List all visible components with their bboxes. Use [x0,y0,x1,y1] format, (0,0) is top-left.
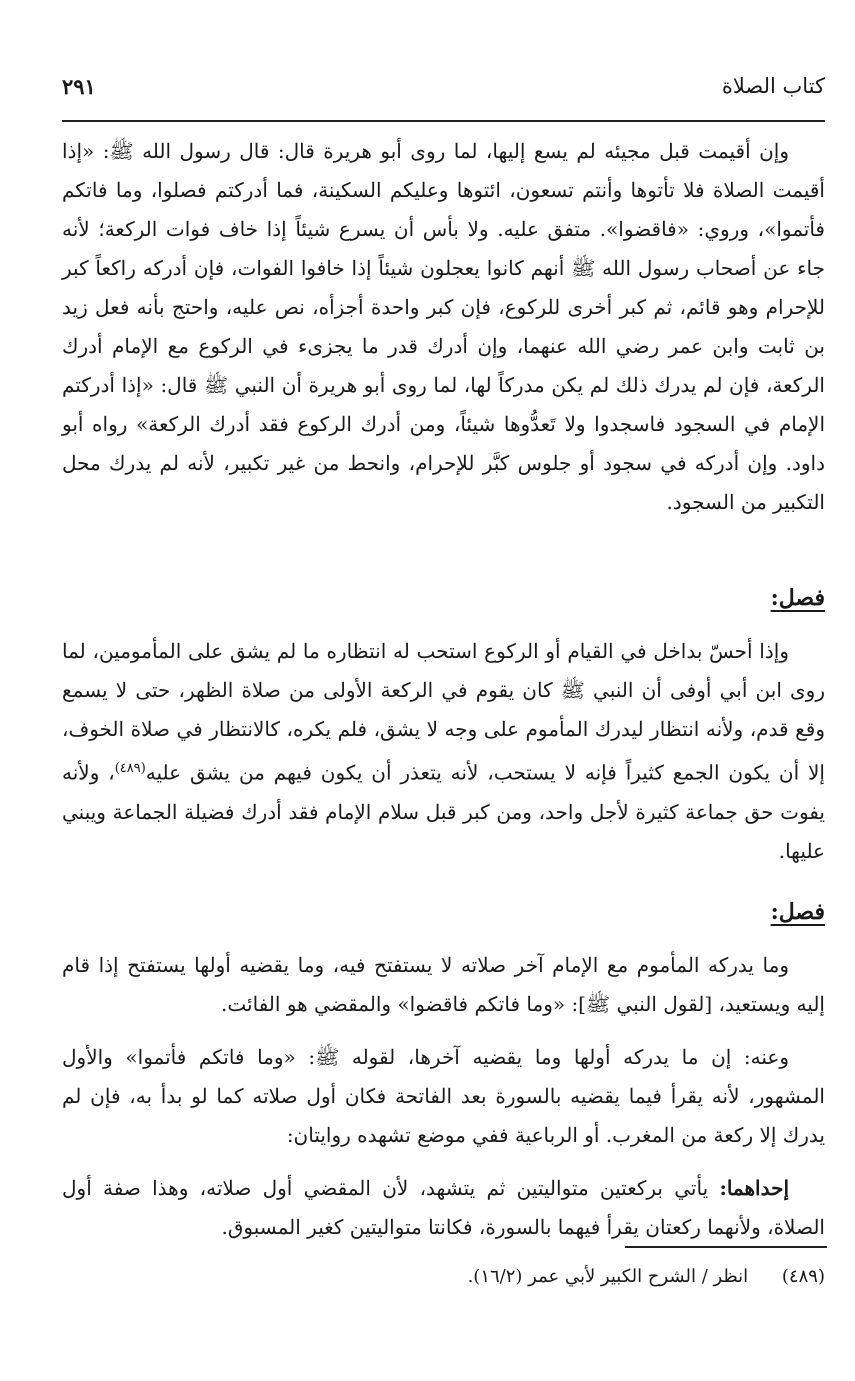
footnote-divider [625,1246,827,1248]
paragraph-5-lead: إحداهما: [719,1175,789,1200]
page-number: ٢٩١ [62,73,96,99]
paragraph-5 [62,1169,825,1247]
section-heading-2: فصل: [770,898,825,925]
paragraph-gap [62,1155,825,1169]
section-heading-1: فصل: [770,585,825,611]
chapter-title: كتاب الصلاة [721,74,825,98]
footnote-number: (٤٨٩) [781,1266,825,1287]
paragraph-2 [62,632,825,871]
paragraph-3: وما يدركه المأموم مع الإمام آخر صلاته لا يستفتح فيه، وما يقضيه أولها يستفتح إذا قام إليه ويستعيد، [لقول النبي ﷺ]: «وما فاتكم فاقضوا» والمقضي هو الفائت. [62,952,825,1016]
paragraph-2-text: وإذا أحسّ بداخل في القيام أو الركوع استحب له انتظاره ما لم يشق على المأمومين، لما روى ابن أبي أوفى أن النبي ﷺ كان يقوم في الركعة الأولى من صلاة الظهر، حتى لا يسمع وقع قدم، ولأنه انتظار ليدرك المأموم على وجه لا يشق، فلم يكره، كالانتظار في صلاة الخوف، إلا أن يكون الجمع كثيراً فإنه لا يستحب، لأنه يتعذر أن يكون فيهم من يشق عليه [62,639,825,785]
paragraph-5-text: يأتي بركعتين متواليتين ثم يتشهد، لأن المقضي أول صلاته، وهذا صفة أول الصلاة، ولأنهما ركعتان يقرأ فيهما بالسورة، فكانتا متواليتين كغير المسبوق. [62,1175,825,1239]
page-header [62,66,825,106]
footnote [430,1262,825,1292]
footnote-reference[interactable]: (٤٨٩) [114,761,146,776]
paragraph-4: وعنه: إن ما يدركه أولها وما يقضيه آخرها، لقوله ﷺ: «وما فاتكم فأتموا» والأول المشهور، لأنه يقرأ فيما يقضيه بالسورة بعد الفاتحة فكان أول صلاته كما لو بدأ به، فإن لم يدرك إلا ركعة من المغرب. أو الرباعية ففي موضع تشهده روايتان: [62,1044,825,1147]
footnote-text: انظر / الشرح الكبير لأبي عمر (١٦/٢). [467,1266,749,1287]
section-2 [62,946,825,1247]
paragraph-gap [62,1024,825,1038]
main-text [62,132,825,1247]
paragraph-2-end: ، ولأنه يفوت حق جماعة كثيرة لأجل واحد، ومن كبر قبل سلام الإمام فقد أدرك فضيلة الجماعة ويبني عليها. [62,760,825,863]
header-divider [62,120,825,122]
paragraph-1: وإن أقيمت قبل مجيئه لم يسع إليها، لما روى أبو هريرة قال: قال رسول الله ﷺ: «إذا أقيمت الصلاة فلا تأتوها وأنتم تسعون، ائتوها وعليكم السكينة، فما أدركتم فصلوا، وما فاتكم فأتموا»، وروي: «فاقضوا». متفق عليه. ولا بأس أن يسرع شيئاً إذا خاف فوات الركعة؛ لأنه جاء عن أصحاب رسول الله ﷺ أنهم كانوا يعجلون شيئاً إذا خافوا الفوات، فإن أدركه راكعاً كبر للإحرام وهو قائم، ثم كبر أخرى للركوع، فإن كبر واحدة أجزأه، نص عليه، واحتج بأنه فعل زيد بن ثابت وابن عمر رضي الله عنهما، وإن أدرك قدر ما يجزىء في الركوع مع الإمام أدرك الركعة، فإن لم يدرك ذلك لم يكن مدركاً لها، لما روى أبو هريرة أن النبي ﷺ قال: «إذا أدركتم الإمام في السجود فاسجدوا ولا تَعدُّوها شيئاً، ومن أدرك الركوع فقد أدرك الركعة» رواه أبو داود. وإن أدركه في سجود أو جلوس كبَّر للإحرام، وانحط من غير تكبير، لأنه لم يدرك محل التكبير من السجود. [62,139,825,514]
